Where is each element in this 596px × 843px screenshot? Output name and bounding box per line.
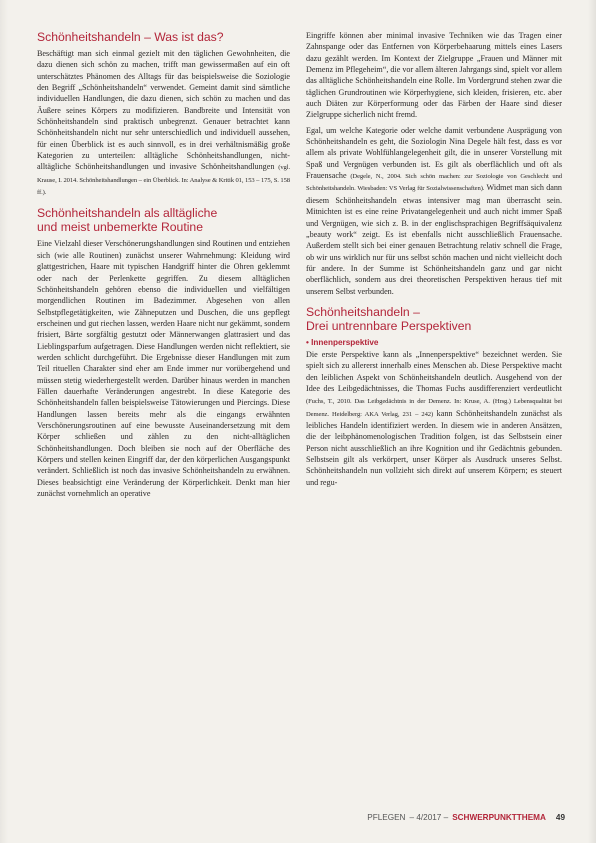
paragraph-innen-text: Die erste Perspektive kann als „Innenperspektive“ bezeichnet werden. Sie spielt sich zu allererst innerhalb eines Menschen ab. Diese Perspektive macht den leiblichen Aspekt von Schönheitshandeln deutlich. Ausgehend von der Idee des Leibgedächtnisses, die Thomas Fuchs ausdifferenziert verdeutlicht (306, 349, 562, 393)
heading-alltaegliche-routine (37, 206, 290, 234)
paragraph-degele-rest: Widmet man sich dann diesem Schönheitshandeln etwas intensiver mag man überrascht sein. Mitnichten ist es eine reine Privatangelegenheit und auch nicht immer Spaß und Vergnügen, wie sich z. B. in der englischsprachigen Begriffsäquivalenz „beauty work“ zeigt. Es ist ebenfalls nicht ausschließlich Frauensache. Außerdem stellt sich bei einer genauen Betrachtung relativ schnell die Frage, ob wir uns wirklich nur für uns selbst schön machen und nicht vielleicht doch für andere. In der Summe ist Schönheitshandeln ganz und gar nicht oberflächlich, sondern aus drei theoretischen Perspektiven heraus tief mit unserem Selbst verbunden. (306, 183, 562, 296)
subheading-innenperspektive: • Innenperspektive (306, 337, 379, 347)
heading-line-2: und meist unbemerkte Routine (37, 220, 203, 235)
paragraph-degele (306, 125, 562, 297)
heading-line-1: Schönheitshandeln – (306, 304, 420, 319)
reference-fuchs: (Fuchs, T., 2010. Das Leibgedächtnis in der Demenz. In: Kruse, A. (Hrsg.) Lebensqualität bei Demenz. Heidelberg: AKA Verlag, 231 – 242) (306, 398, 562, 418)
page-footer (325, 811, 565, 823)
paragraph-innen-rest: kann Schönheitshandeln zunächst als leibliches Handeln identifiziert werden. In diesem wie in anderen Ansätzen, die der leibphänomenologischen Tradition folgen, ist das Selbstsein einer Person nicht ausschließlich an ihre Kognition und ihr Gedächtnis gebunden. Selbstsein gilt als verkörpert, unser Körper als Ausdruck unseres Selbst. Schönheitshandeln nun vollzieht sich direkt auf unserem Körpern; es steuert und regu- (306, 408, 563, 487)
heading-drei-perspektiven (306, 305, 562, 333)
heading-line-2: Drei untrennbare Perspektiven (306, 318, 472, 333)
paragraph-intro-text: Beschäftigt man sich einmal gezielt mit den täglichen Gewohnheiten, die dazu dienen sich schön zu machen, trifft man gewissermaßen auf ein oft unterschätztes Phänomen des Alltags für das beispielsweise die Soziologie den Begriff „Schönheitshandeln“ verwendet. Gemeint damit sind sämtliche individuellen Handlungen, die dazu dienen, sich schön zu machen und das Äußere seines Körpers zu modifizieren. Bandbreite und Intensität von Schönheitshandeln sind praktisch unbegrenzt. Genauer betrachtet kann Schönheitshandeln nicht nur sehr unterschiedlich und individuell aussehen, für einen Überblick ist es auch sinnvoll, es in drei verhältnismäßig große Kategorien zu unterteilen: alltägliche Schönheitshandlungen, nicht-alltägliche Schönheitshandlungen und invasive Schönheitshandlungen (37, 49, 290, 172)
left-column (37, 30, 290, 499)
page-number: 49 (555, 812, 565, 822)
right-column (306, 30, 562, 488)
paragraph-innenperspektive (306, 349, 562, 488)
heading-line-1: Schönheitshandeln als alltägliche (37, 206, 218, 221)
magazine-name: PFLEGEN (367, 812, 406, 822)
heading-was-ist-das: Schönheitshandeln – Was ist das? (37, 30, 224, 44)
paragraph-degele-text: Egal, um welche Kategorie oder welche damit verbundene Ausprägung von Schönheitshandeln es geht, die Soziologin Nina Degele hält fest, dass es vor allem als private Wohlfühlangelegenheit gilt, die in unserer Vorstellung mit Spaß und Vergnügen verbunden ist. Es gilt als oberflächlich und oft als Frauensache (306, 125, 562, 181)
paragraph-routine: Eine Vielzahl dieser Verschönerungshandlungen sind Routinen und entziehen sich (wie alle Routinen) zunächst unserer Wahrnehmung: Kleidung wird glattgestrichen, Haare mit typischen Handgriff hinter die Ohren geklemmt oder nach der Perlenkette gegriffen. Zu diesem alltäglichen Schönheitshandeln gehören ebenso die individuellen und vielfältigen morgendlichen Routinen im Badezimmer. Abgesehen von allen Selbstpflegetätigkeiten, wie Zähneputzen und Duschen, die uns gepflegt erscheinen und gut riechen lassen, werden Haare nicht nur gekämmt, sondern frisiert, Bärte sorgfältig gestutzt oder Männerwangen glattrasiert und das Lieblingsparfum aufgetragen. Diese Handlungen werden nicht reflektiert, sie werden schlicht durchgeführt. Die Ergebnisse dieser Handlungen mit zum Teil rituellen Charakter sind eher am Ende immer nur vorübergehend und müssen stetig wiederhergestellt werden. Darüber hinaus werden in manchen Fällen dauerhafte Veränderungen angestrebt. In diese Kategorie des Schönheitshandeln fallen beispielsweise Tätowierungen und Piercings. Diese Handlungen lassen bereits mehr als die eingangs erwähnten Verschönerungsroutinen auf eine bewusste Auseinandersetzung mit dem Körper schließen und zählen zu den nicht-alltäglichen Schönheitshandlungen. Doch bleiben sie noch auf der Oberfläche des Körpers und stellen keinen Eingriff dar, der den körperlichen Ausgangspunkt verändert. Schließlich ist noch das invasive Schönheitshandeln zu erwähnen. Dieses beabsichtigt eine Veränderung der Körperlichkeit. Denkt man hier zunächst vornehmlich an operative (37, 239, 290, 499)
section-label: SCHWERPUNKTTHEMA (452, 812, 546, 822)
issue-number: – 4/2017 – (409, 812, 449, 822)
reference-krause: (vgl. Krause, I. 2014. Schönheitshandlungen – ein Überblick. In: Analyse & Kritik 01, 153 – 175, S. 158 ff.). (37, 164, 291, 197)
paragraph-intro (37, 48, 290, 198)
paragraph-eingriffe: Eingriffe können aber minimal invasive Techniken wie das Tragen einer Zahnspange oder das Entfernen von Körperbehaarung mittels eines Lasers dazu gezählt werden. Im Kontext der Zielgruppe „Frauen und Männer mit Demenz im Pflegeheim“, die vor allem älteren Jahrgangs sind, spielt vor allem das alltägliche Schönheitshandeln eine Rolle. Im Vordergrund stehen zwar die täglichen Grundroutinen wie Körperhygiene, sich kleiden, frisieren, etc. aber auch Diäten zur Körperformung oder das Färben der Haare sind dieser Zielgruppe sicherlich nicht fremd. (306, 31, 562, 120)
reference-degele: (Degele, N., 2004. Sich schön machen: zur Soziologie von Geschlecht und Schönheitshandeln. Wiesbaden: VS Verlag für Sozialwissenschaften). (306, 173, 562, 193)
